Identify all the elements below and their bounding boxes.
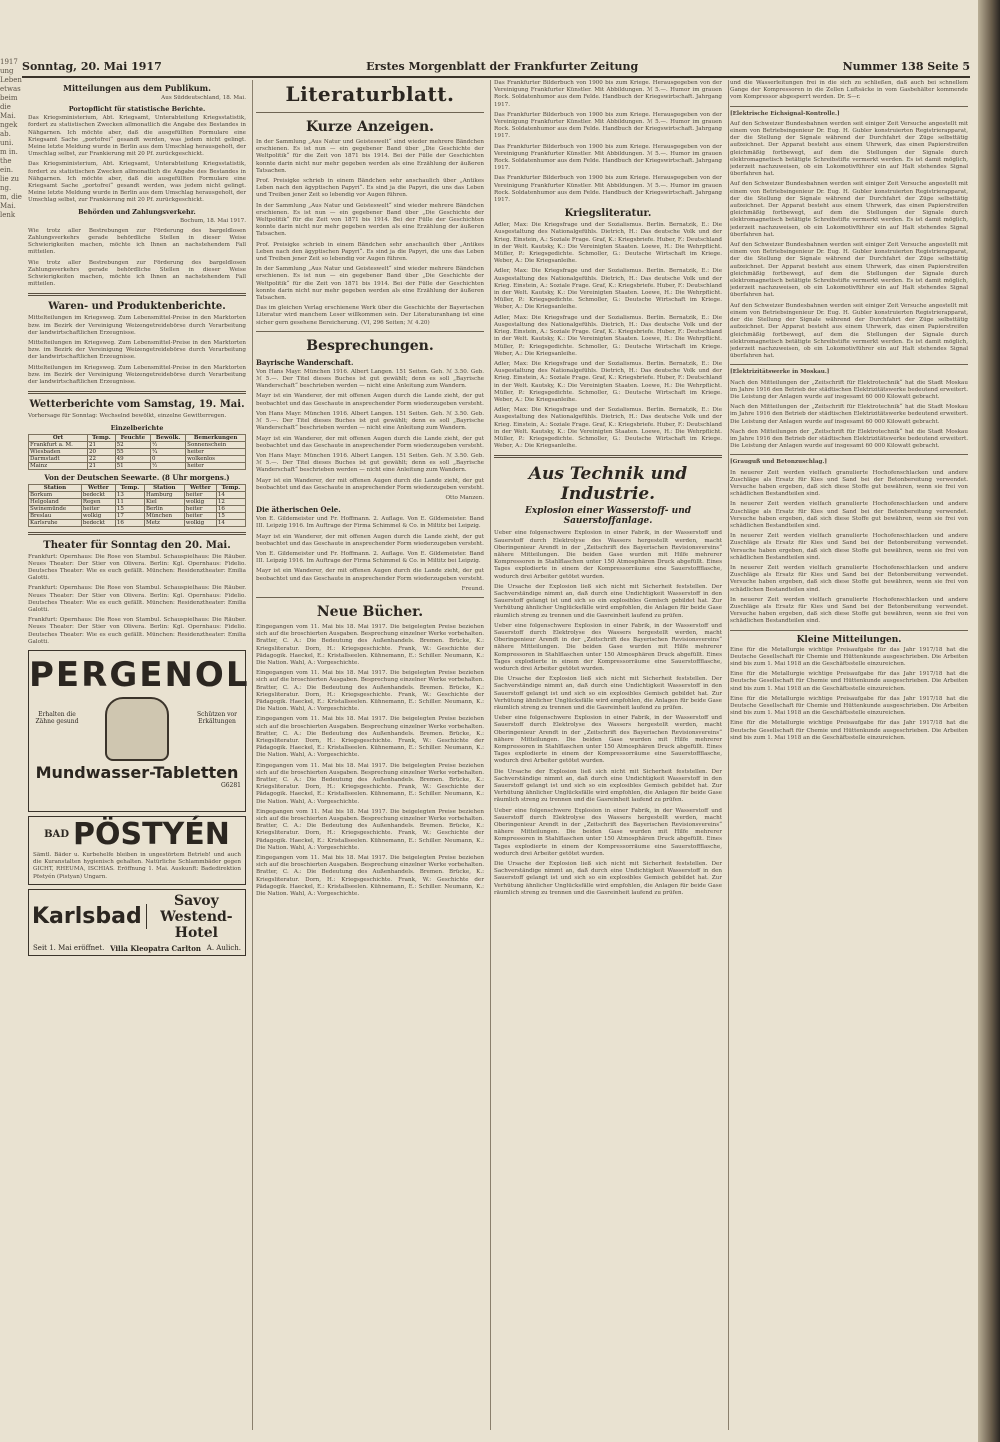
bottle-icon (105, 697, 169, 761)
divider (730, 364, 968, 365)
ad-prefix: BAD (44, 828, 69, 840)
article-body: Ueber eine folgenschwere Explosion in einer Fabrik, in der Wasserstoff und Sauerstoff durch Elektrolyse des Wassers hergestellt werden, macht Oberingenieur Arendt in der „Zeitschrift des Bayerischen Revisionsvereins“ nähere Mitteilungen. Die beiden Gase wurden mit Hilfe mehrerer Kompressoren in Stahlflaschen unter 150 Atmosphären Druck abgefüllt. Eines Tages explodierte in einem der Kompressorräume eine Sauerstoffflasche, wodurch drei Arbeiter getötet wurden. (494, 622, 722, 672)
table-row: Wiesbaden 20 55 ¼ heiter (29, 448, 246, 455)
article-title: [Elektrische Eichsignal-Kontrolle.] (730, 110, 840, 117)
book-binding-edge (978, 0, 1000, 1442)
column-3 (494, 80, 729, 1430)
section-heading-kriegsliteratur: Kriegsliteratur. (564, 208, 652, 220)
article-body: Mayr ist ein Wanderer, der mit offenen Augen durch die Lande zieht, der gut beobachtet und das Geschaute in ansprechender Form wiederzugeben versteht. (256, 533, 484, 547)
article-body: Auf den Schweizer Bundesbahnen werden seit einiger Zeit Versuche angestellt mit einem von Betriebsingenieur Dr. Eug. H. Gubler konstruierten Registrierapparat, der die Stellung der Signale während der Durchfahrt der Züge selbsttätig aufzeichnet. Der Apparat besteht aus einem Uhrwerk, das einen Papierstreifen gleichmäßig fortbewegt, auf dem die Stellungen der Signale durch elektromagnetisch betätigte Schreibstifte vermerkt werden. Es ist damit möglich, jederzeit nachzuweisen, ob ein Lokomotivführer ein auf Halt stehendes Signal überfahren hat. (730, 302, 968, 360)
article-body: Auf den Schweizer Bundesbahnen werden seit einiger Zeit Versuche angestellt mit einem von Betriebsingenieur Dr. Eug. H. Gubler konstruierten Registrierapparat, der die Stellung der Signale während der Durchfahrt der Züge selbsttätig aufzeichnet. Der Apparat besteht aus einem Uhrwerk, das einen Papierstreifen gleichmäßig fortbewegt, auf dem die Stellungen der Signale durch elektromagnetisch betätigte Schreibstifte vermerkt werden. Es ist damit möglich, jederzeit nachzuweisen, ob ein Lokomotivführer ein auf Halt stehendes Signal überfahren hat. (730, 120, 968, 178)
subheading: Portopflicht für statistische Berichte. (68, 105, 206, 114)
article-body: Wie trotz aller Bestrebungen zur Förderung des bargeldlosen Zahlungsverkehrs gerade behördliche Stellen in dieser Weise Schwierigkeiten machen, möchte ich Ihnen an nachstehendem Fall mitteilen. (28, 227, 246, 256)
ad-karlsbad (28, 889, 246, 956)
column-header: Feuchte (115, 434, 150, 441)
section-heading-technik: Aus Technik und Industrie. (528, 464, 688, 505)
book-list: Eingegangen vom 11. Mai bis 18. Mai 1917. Die beigelegten Preise beziehen sich auf die broschierten Ausgaben. Besprechung einzelner Werke vorbehalten. Bratter, C. A.: Die Bedeutung des Außenhandels. Bremen. Brücke, K.: Kriegsliteratur. Dorn, H.: Kriegsgeschichte. Frank, W.: Geschichte der Pädagogik. Haeckel, E.: Kristallseelen. Kühnemann, E.: Schiller. Neumann, K.: Die Nation. Wahl, A.: Vorgeschichte. (256, 670, 484, 713)
article-body: Mayr ist ein Wanderer, der mit offenen Augen durch die Lande zieht, der gut beobachtet und das Geschaute in ansprechender Form wiederzugeben versteht. (256, 568, 484, 582)
article-body: Eine für die Metallurgie wichtige Preisaufgabe für das Jahr 1917/18 hat die Deutsche Gesellschaft für Chemie und Hüttenkunde ausgeschrieben. Die Arbeiten sind bis zum 1. Mai 1918 an die Geschäftsstelle einzureichen. (730, 720, 968, 741)
masthead-title: Erstes Morgenblatt der Frankfurter Zeitung (366, 59, 639, 73)
masthead-date: Sonntag, 20. Mai 1917 (22, 59, 162, 73)
table-row: Borkum bedeckt 13 Hamburg heiter 14 (29, 491, 246, 498)
column-1 (28, 80, 253, 1430)
article-body: Mittelteilungen im Kriegsweg. Zum Lebensmittel-Preise in den Marktorten bzw. im Bezirk der Vereinigung Weizengetreidebörse durch Verarbeitung der landwirtschaftlichen Erzeugnisse. (28, 340, 246, 361)
book-list: Das Frankfurter Bilderbuch von 1900 bis zum Kriege. Herausgegeben von der Vereinigung Frankfurter Künstler. Mit Abbildungen. ℳ 5.—. Humor im grauen Rock. Soldatenhumor aus dem Felde. Handbuch der Kriegswirtschaft. Jahrgang 1917. (494, 80, 722, 108)
article-body: Die Ursache der Explosion ließ sich nicht mit Sicherheit feststellen. Der Sachverständige nimmt an, daß durch eine Undichtigkeit Wasserstoff in den Sauerstoff gelangt ist und sich so ein explosibles Gemisch gebildet hat. Zur Verhütung ähnlicher Unglücksfälle wird empfohlen, die Anlagen für beide Gase räumlich streng zu trennen und die Gasreinheit laufend zu prüfen. (494, 861, 722, 896)
article-body: Nach den Mitteilungen der „Zeitschrift für Elektrotechnik“ hat die Stadt Moskau im Jahre 1916 den Betrieb der städtischen Elektrizitätswerke bedeutend erweitert. Die Leistung der Anlagen wurde auf insgesamt 60 000 Kilowatt gebracht. (730, 404, 968, 425)
article-title: [Grauguß und Betonzuschlag.] (730, 459, 828, 466)
divider (28, 293, 246, 296)
table-row: Darmstadt 22 49 0 wolkenlos (29, 455, 246, 462)
subheading: Behörden und Zahlungsverkehr. (78, 207, 196, 216)
ad-note: Seit 1. Mai eröffnet. (33, 943, 105, 952)
dateline: Bochum, 18. Mai 1917. (180, 217, 246, 224)
article-body: Von Hans Mayr. München 1916. Albert Langen. 151 Seiten. Geh. ℳ 3.50. Geb. ℳ 5.—. Der Titel dieses Buches ist gut gewählt; denn es soll „Bayrische Wanderschaft“ beschrieben werden — nicht eine Anleitung zum Wandern. (256, 368, 484, 390)
ad-pergenol (28, 650, 250, 812)
ad-brand: PERGENOL (29, 654, 250, 695)
article-body: Ueber eine folgenschwere Explosion in einer Fabrik, in der Wasserstoff und Sauerstoff durch Elektrolyse des Wassers hergestellt werden, macht Oberingenieur Arendt in der „Zeitschrift des Bayerischen Revisionsvereins“ nähere Mitteilungen. Die beiden Gase wurden mit Hilfe mehrerer Kompressoren in Stahlflaschen unter 150 Atmosphären Druck abgefüllt. Eines Tages explodierte in einem der Kompressorräume eine Sauerstoffflasche, wodurch drei Arbeiter getötet wurden. (494, 530, 722, 580)
article-body: In neuerer Zeit werden vielfach granulierte Hochofenschlacken und andere Zuschläge als Ersatz für Kies und Sand bei der Betonbereitung verwendet. Versuche haben ergeben, daß sich diese Stoffe gut bewähren, wenn sie frei von schädlichen Bestandteilen sind. (730, 533, 968, 561)
masthead (22, 56, 970, 78)
article-title: Explosion einer Wasserstoff- und Sauerstoffanlage. (524, 506, 692, 527)
book-list: Eingegangen vom 11. Mai bis 18. Mai 1917. Die beigelegten Preise beziehen sich auf die broschierten Ausgaben. Besprechung einzelner Werke vorbehalten. Bratter, C. A.: Die Bedeutung des Außenhandels. Bremen. Brücke, K.: Kriegsliteratur. Dorn, H.: Kriegsgeschichte. Frank, W.: Geschichte der Pädagogik. Haeckel, E.: Kristallseelen. Kühnemann, E.: Schiller. Neumann, K.: Die Nation. Wahl, A.: Vorgeschichte. (256, 762, 484, 805)
article-body: Mittelteilungen im Kriegsweg. Zum Lebensmittel-Preise in den Marktorten bzw. im Bezirk der Vereinigung Weizengetreidebörse durch Verarbeitung der landwirtschaftlichen Erzeugnisse. (28, 315, 246, 336)
ad-brand: Karlsbad (32, 904, 147, 929)
column-2 (256, 80, 491, 1430)
article-body: Wie trotz aller Bestrebungen zur Förderung des bargeldlosen Zahlungsverkehrs gerade behördliche Stellen in dieser Weise Schwierigkeiten machen, möchte ich Ihnen an nachstehendem Fall mitteilen. (28, 259, 246, 288)
ad-code: G6281 (220, 781, 241, 789)
article-title: [Elektrizitätswerke in Moskau.] (730, 369, 830, 376)
literaturblatt-title: Literaturblatt. (285, 82, 455, 106)
divider (256, 112, 484, 113)
article-body: Von E. Gildemeister und Fr. Hoffmann. 2. Auflage. Von E. Gildemeister. Band III. Leipzig 1916. Im Auftrage der Firma Schimmel & Co. in Miltitz bei Leipzig. (256, 516, 484, 530)
table-header-row (29, 434, 246, 441)
divider (28, 391, 246, 394)
article-body: Mayr ist ein Wanderer, der mit offenen Augen durch die Lande zieht, der gut beobachtet und das Geschaute in ansprechender Form wiederzugeben versteht. (256, 393, 484, 407)
article-body: und die Wasserleitungen frei in die sich zu schließen, daß auch bei schnellem Gange der Kompressoren in die Zellen Luftsäcke in vom Gasbehälter kommende vom Kompressor abgesperrt werden. Dr. S—r. (730, 80, 968, 101)
article-body: Eine für die Metallurgie wichtige Preisaufgabe für das Jahr 1917/18 hat die Deutsche Gesellschaft für Chemie und Hüttenkunde ausgeschrieben. Die Arbeiten sind bis zum 1. Mai 1918 an die Geschäftsstelle einzureichen. (730, 671, 968, 692)
theater-listings: Frankfurt: Opernhaus: Die Rose von Stambul. Schauspielhaus: Die Räuber. Neues Theater: Der Stier von Olivera. Berlin: Kgl. Opernhaus: Fidelio. Deutsches Theater: Wie es euch gefällt. München: Residenztheater: Emilia Galotti. (28, 585, 246, 613)
table-row: Frankfurt a. M. 21 52 ½ Sonnenschein (29, 441, 246, 448)
dateline: Aus Süddeutschland, 18. Mai. (161, 95, 246, 101)
book-list: Adler, Max: Die Kriegsfrage und der Sozialismus. Berlin. Bernatzik, E.: Die Ausgestaltung des Nationalgefühls. Dietrich, H.: Das deutsche Volk und der Krieg. Einstein, A.: Soziale Frage. Graf, K.: Kriegsbriefe. Huber, F.: Deutschland in der Welt. Kautsky, K.: Die Vereinigten Staaten. Loewe, H.: Die Wehrpflicht. Müller, P.: Kriegsgedichte. Schmoller, G.: Deutsche Wirtschaft im Kriege. Weber, A.: Die Kriegsanleihe. (494, 407, 722, 450)
section-heading-neue-buecher: Neue Bücher. (316, 603, 424, 620)
column-header: Temp. (88, 434, 116, 441)
divider (28, 532, 246, 535)
section-heading-besprechungen: Besprechungen. (306, 337, 434, 354)
divider (730, 630, 968, 631)
article-body: In der Sammlung „Aus Natur und Geisteswelt“ sind wieder mehrere Bändchen erschienen. Es ist nun — ein gegebener Band über „Die Geschichte der Weltpolitik“ für die Zeit von 1871 bis 1914. Bei der Fülle der Geschichten konnte darin nicht nur mehr gegeben werden als eine Erzählung der äußeren Tatsachen. (256, 202, 484, 238)
theater-listings: Frankfurt: Opernhaus: Die Rose von Stambul. Schauspielhaus: Die Räuber. Neues Theater: Der Stier von Olivera. Berlin: Kgl. Opernhaus: Fidelio. Deutsches Theater: Wie es euch gefällt. München: Residenztheater: Emilia Galotti. (28, 553, 246, 582)
article-body: Mittelteilungen im Kriegsweg. Zum Lebensmittel-Preise in den Marktorten bzw. im Bezirk der Vereinigung Weizengetreidebörse durch Verarbeitung der landwirtschaftlichen Erzeugnisse. (28, 364, 246, 386)
article-body: Das im gleichen Verlag erschienene Werk über die Geschichte der Bayerischen Literatur wird manchem Leser willkommen sein. Der Literaturanhang ist eine sicher gern gesehene Bereicherung. (VI, 296 Seiten; ℳ 4.20) (256, 305, 484, 326)
article-body: Auf den Schweizer Bundesbahnen werden seit einiger Zeit Versuche angestellt mit einem von Betriebsingenieur Dr. Eug. H. Gubler konstruierten Registrierapparat, der die Stellung der Signale während der Durchfahrt der Züge selbsttätig aufzeichnet. Der Apparat besteht aus einem Uhrwerk, das einen Papierstreifen gleichmäßig fortbewegt, auf dem die Stellungen der Signale durch elektromagnetisch betätigte Schreibstifte vermerkt werden. Es ist damit möglich, jederzeit nachzuweisen, ob ein Lokomotivführer ein auf Halt stehendes Signal überfahren hat. (730, 242, 968, 299)
article-body: In der Sammlung „Aus Natur und Geisteswelt“ sind wieder mehrere Bändchen erschienen. Es ist nun — ein gegebener Band über „Die Geschichte der Weltpolitik“ für die Zeit von 1871 bis 1914. Bei der Fülle der Geschichten konnte darin nicht nur mehr gegeben werden als eine Erzählung der äußeren Tatsachen. (256, 266, 484, 302)
table-row: Mainz 21 51 ½ heiter (29, 462, 246, 469)
book-list: Eingegangen vom 11. Mai bis 18. Mai 1917. Die beigelegten Preise beziehen sich auf die broschierten Ausgaben. Besprechung einzelner Werke vorbehalten. Bratter, C. A.: Die Bedeutung des Außenhandels. Bremen. Brücke, K.: Kriegsliteratur. Dorn, H.: Kriegsgeschichte. Frank, W.: Geschichte der Pädagogik. Haeckel, E.: Kristallseelen. Kühnemann, E.: Schiller. Neumann, K.: Die Nation. Wahl, A.: Vorgeschichte. (256, 808, 484, 851)
column-4 (730, 80, 968, 1430)
article-body: Nach den Mitteilungen der „Zeitschrift für Elektrotechnik“ hat die Stadt Moskau im Jahre 1916 den Betrieb der städtischen Elektrizitätswerke bedeutend erweitert. Die Leistung der Anlagen wurde auf insgesamt 60 000 Kilowatt gebracht. (730, 428, 968, 450)
section-heading-theater: Theater für Sonntag den 20. Mai. (43, 539, 231, 551)
section-heading-wetter: Wetterberichte vom Samstag, 19. Mai. (29, 399, 245, 411)
column-header: Bewölk. (151, 434, 186, 441)
book-list: Das Frankfurter Bilderbuch von 1900 bis zum Kriege. Herausgegeben von der Vereinigung Frankfurter Künstler. Mit Abbildungen. ℳ 5.—. Humor im grauen Rock. Soldatenhumor aus dem Felde. Handbuch der Kriegswirtschaft. Jahrgang 1917. (494, 111, 722, 140)
article-body: Nach den Mitteilungen der „Zeitschrift für Elektrotechnik“ hat die Stadt Moskau im Jahre 1916 den Betrieb der städtischen Elektrizitätswerke bedeutend erweitert. Die Leistung der Anlagen wurde auf insgesamt 60 000 Kilowatt gebracht. (730, 379, 968, 400)
article-body: Prof. Preisigke schrieb in einem Bändchen sehr anschaulich über „Antikes Leben nach den ägyptischen Papyri“. Es sind ja die Papyri, die uns das Leben und Treiben jener Zeit so lebendig vor Augen führen. (256, 241, 484, 263)
article-body: Mayr ist ein Wanderer, der mit offenen Augen durch die Lande zieht, der gut beobachtet und das Geschaute in ansprechender Form wiederzugeben versteht. (256, 435, 484, 449)
article-body: Die Ursache der Explosion ließ sich nicht mit Sicherheit feststellen. Der Sachverständige nimmt an, daß durch eine Undichtigkeit Wasserstoff in den Sauerstoff gelangt ist und sich so ein explosibles Gemisch gebildet hat. Zur Verhütung ähnlicher Unglücksfälle wird empfohlen, die Anlagen für beide Gase räumlich streng zu trennen und die Gasreinheit laufend zu prüfen. (494, 676, 722, 712)
article-body: Von Hans Mayr. München 1916. Albert Langen. 151 Seiten. Geh. ℳ 3.50. Geb. ℳ 5.—. Der Titel dieses Buches ist gut gewählt; denn es soll „Bayrische Wanderschaft“ beschrieben werden — nicht eine Anleitung zum Wandern. (256, 410, 484, 432)
article-body: Eine für die Metallurgie wichtige Preisaufgabe für das Jahr 1917/18 hat die Deutsche Gesellschaft für Chemie und Hüttenkunde ausgeschrieben. Die Arbeiten sind bis zum 1. Mai 1918 an die Geschäftsstelle einzureichen. (730, 695, 968, 717)
theater-listings: Frankfurt: Opernhaus: Die Rose von Stambul. Schauspielhaus: Die Räuber. Neues Theater: Der Stier von Olivera. Berlin: Kgl. Opernhaus: Fidelio. Deutsches Theater: Wie es euch gefällt. München: Residenztheater: Emilia Galotti. (28, 617, 246, 645)
section-heading-kurze-anzeigen: Kurze Anzeigen. (305, 119, 435, 135)
book-list: Das Frankfurter Bilderbuch von 1900 bis zum Kriege. Herausgegeben von der Vereinigung Frankfurter Künstler. Mit Abbildungen. ℳ 5.—. Humor im grauen Rock. Soldatenhumor aus dem Felde. Handbuch der Kriegswirtschaft. Jahrgang 1917. (494, 143, 722, 172)
table-row: Breslau wolkig 17 München heiter 15 (29, 512, 246, 519)
article-body: Die Ursache der Explosion ließ sich nicht mit Sicherheit feststellen. Der Sachverständige nimmt an, daß durch eine Undichtigkeit Wasserstoff in den Sauerstoff gelangt ist und sich so ein explosibles Gemisch gebildet hat. Zur Verhütung ähnlicher Unglücksfälle wird empfohlen, die Anlagen für beide Gase räumlich streng zu trennen und die Gasreinheit laufend zu prüfen. (494, 768, 722, 804)
book-list: Adler, Max: Die Kriegsfrage und der Sozialismus. Berlin. Bernatzik, E.: Die Ausgestaltung des Nationalgefühls. Dietrich, H.: Das deutsche Volk und der Krieg. Einstein, A.: Soziale Frage. Graf, K.: Kriegsbriefe. Huber, F.: Deutschland in der Welt. Kautsky, K.: Die Vereinigten Staaten. Loewe, H.: Die Wehrpflicht. Müller, P.: Kriegsgedichte. Schmoller, G.: Deutsche Wirtschaft im Kriege. Weber, A.: Die Kriegsanleihe. (494, 314, 722, 357)
ad-side-text-left: Erhalten die Zähne gesund (35, 710, 79, 725)
table-title: Von der Deutschen Seewarte. (8 Uhr morgens.) (44, 472, 230, 482)
article-body: Das Kriegsministerium, Abt. Kriegsamt, Unterabteilung Kriegsstatistik, fordert zu statistischen Zwecken allmonatlich die Angabe des Bestandes in Nähgarnen. Ich möchte aber, daß die ausgefüllten Formulare eine Kriegsamt Sache „portofrei“ gesandt werden, was jedem nicht gelingt. Meine letzte Meldung wurde in Berlin aus dem Umschlag herausgeholt, der Umschlag selbst, zur Frankierung mit 20 Pf. zurückgeschickt. (28, 161, 246, 204)
table-row: Swinemünde heiter 15 Berlin heiter 16 (29, 505, 246, 512)
table-title: Einzelberichte (110, 423, 164, 432)
ad-body: Sämtl. Bäder u. Kurbehelfe bleiben in ungestörtem Betrieb! und auch die Kuranstalten hygienisch gehalten. Natürliche Schlammbäder gegen GICHT, RHEUMA, ISCHIAS. Eröffnung 1. Mai. Auskunft: Badedirektion Pöstyén (Pistyan) Ungarn. (33, 851, 241, 880)
weather-table (28, 434, 246, 470)
ad-postyen (28, 816, 246, 885)
article-body: In neuerer Zeit werden vielfach granulierte Hochofenschlacken und andere Zuschläge als Ersatz für Kies und Sand bei der Betonbereitung verwendet. Versuche haben ergeben, daß sich diese Stoffe gut bewähren, wenn sie frei von schädlichen Bestandteilen sind. (730, 564, 968, 593)
review-title: Bayrische Wanderschaft. (256, 357, 354, 367)
section-heading-waren: Waren- und Produktenberichte. (48, 301, 226, 313)
ad-tagline: Mundwasser-Tabletten (35, 762, 239, 782)
seewarte-table (28, 484, 246, 527)
article-body: Ueber eine folgenschwere Explosion in einer Fabrik, in der Wasserstoff und Sauerstoff durch Elektrolyse des Wassers hergestellt werden, macht Oberingenieur Arendt in der „Zeitschrift des Bayerischen Revisionsvereins“ nähere Mitteilungen. Die beiden Gase wurden mit Hilfe mehrerer Kompressoren in Stahlflaschen unter 150 Atmosphären Druck abgefüllt. Eines Tages explodierte in einem der Kompressorräume eine Sauerstoffflasche, wodurch drei Arbeiter getötet wurden. (494, 715, 722, 765)
table-row: Helgoland Regen 11 Kiel wolkig 12 (29, 498, 246, 505)
article-body: Ueber eine folgenschwere Explosion in einer Fabrik, in der Wasserstoff und Sauerstoff durch Elektrolyse des Wassers hergestellt werden, macht Oberingenieur Arendt in der „Zeitschrift des Bayerischen Revisionsvereins“ nähere Mitteilungen. Die beiden Gase wurden mit Hilfe mehrerer Kompressoren in Stahlflaschen unter 150 Atmosphären Druck abgefüllt. Eines Tages explodierte in einem der Kompressorräume eine Sauerstoffflasche, wodurch drei Arbeiter getötet wurden. (494, 807, 722, 857)
table-header-row: Station Wetter Temp. Station Wetter Temp. (29, 484, 246, 491)
ad-hotel: Savoy Westend-Hotel (160, 892, 233, 941)
ad-sub: Villa Kleopatra Carlton (110, 943, 201, 953)
article-body: Von E. Gildemeister und Fr. Hoffmann. 2. Auflage. Von E. Gildemeister. Band III. Leipzig 1916. Im Auftrage der Firma Schimmel & Co. in Miltitz bei Leipzig. (256, 550, 484, 565)
divider (494, 455, 722, 458)
article-body: In der Sammlung „Aus Natur und Geisteswelt“ sind wieder mehrere Bändchen erschienen. Es ist nun — ein gegebener Band über „Die Geschichte der Weltpolitik“ für die Zeit von 1871 bis 1914. Bei der Fülle der Geschichten konnte darin nicht nur mehr gegeben werden als eine Erzählung der äußeren Tatsachen. (256, 139, 484, 174)
divider (730, 106, 968, 107)
book-list: Das Frankfurter Bilderbuch von 1900 bis zum Kriege. Herausgegeben von der Vereinigung Frankfurter Künstler. Mit Abbildungen. ℳ 5.—. Humor im grauen Rock. Soldatenhumor aus dem Felde. Handbuch der Kriegswirtschaft. Jahrgang 1917. (494, 175, 722, 204)
ad-owner: A. Aulich. (206, 943, 241, 952)
masthead-page: Nummer 138 Seite 5 (842, 59, 970, 73)
divider (730, 454, 968, 455)
divider (256, 331, 484, 332)
column-header: Ort (29, 434, 88, 441)
book-list: Adler, Max: Die Kriegsfrage und der Sozialismus. Berlin. Bernatzik, E.: Die Ausgestaltung des Nationalgefühls. Dietrich, H.: Das deutsche Volk und der Krieg. Einstein, A.: Soziale Frage. Graf, K.: Kriegsbriefe. Huber, F.: Deutschland in der Welt. Kautsky, K.: Die Vereinigten Staaten. Loewe, H.: Die Wehrpflicht. Müller, P.: Kriegsgedichte. Schmoller, G.: Deutsche Wirtschaft im Kriege. Weber, A.: Die Kriegsanleihe. (494, 268, 722, 311)
book-list: Eingegangen vom 11. Mai bis 18. Mai 1917. Die beigelegten Preise beziehen sich auf die broschierten Ausgaben. Besprechung einzelner Werke vorbehalten. Bratter, C. A.: Die Bedeutung des Außenhandels. Bremen. Brücke, K.: Kriegsliteratur. Dorn, H.: Kriegsgeschichte. Frank, W.: Geschichte der Pädagogik. Haeckel, E.: Kristallseelen. Kühnemann, E.: Schiller. Neumann, K.: Die Nation. Wahl, A.: Vorgeschichte. (256, 623, 484, 666)
article-body: Die Ursache der Explosion ließ sich nicht mit Sicherheit feststellen. Der Sachverständige nimmt an, daß durch eine Undichtigkeit Wasserstoff in den Sauerstoff gelangt ist und sich so ein explosibles Gemisch gebildet hat. Zur Verhütung ähnlicher Unglücksfälle wird empfohlen, die Anlagen für beide Gase räumlich streng zu trennen und die Gasreinheit laufend zu prüfen. (494, 583, 722, 619)
author-signature: Otto Manzen. (445, 494, 484, 501)
article-body: In neuerer Zeit werden vielfach granulierte Hochofenschlacken und andere Zuschläge als Ersatz für Kies und Sand bei der Betonbereitung verwendet. Versuche haben ergeben, daß sich diese Stoffe gut bewähren, wenn sie frei von schädlichen Bestandteilen sind. (730, 596, 968, 625)
article-body: Mayr ist ein Wanderer, der mit offenen Augen durch die Lande zieht, der gut beobachtet und das Geschaute in ansprechender Form wiederzugeben versteht. (256, 477, 484, 491)
article-body: In neuerer Zeit werden vielfach granulierte Hochofenschlacken und andere Zuschläge als Ersatz für Kies und Sand bei der Betonbereitung verwendet. Versuche haben ergeben, daß sich diese Stoffe gut bewähren, wenn sie frei von schädlichen Bestandteilen sind. (730, 501, 968, 529)
table-row: Karlsruhe bedeckt 16 Metz wolkig 14 (29, 519, 246, 526)
review-title: Die ätherischen Oele. (256, 505, 341, 515)
article-body: Eine für die Metallurgie wichtige Preisaufgabe für das Jahr 1917/18 hat die Deutsche Gesellschaft für Chemie und Hüttenkunde ausgeschrieben. Die Arbeiten sind bis zum 1. Mai 1918 an die Geschäftsstelle einzureichen. (730, 646, 968, 668)
book-list: Eingegangen vom 11. Mai bis 18. Mai 1917. Die beigelegten Preise beziehen sich auf die broschierten Ausgaben. Besprechung einzelner Werke vorbehalten. Bratter, C. A.: Die Bedeutung des Außenhandels. Bremen. Brücke, K.: Kriegsliteratur. Dorn, H.: Kriegsgeschichte. Frank, W.: Geschichte der Pädagogik. Haeckel, E.: Kristallseelen. Kühnemann, E.: Schiller. Neumann, K.: Die Nation. Wahl, A.: Vorgeschichte. (256, 855, 484, 898)
article-body: Das Kriegsministerium, Abt. Kriegsamt, Unterabteilung Kriegsstatistik, fordert zu statistischen Zwecken allmonatlich die Angabe des Bestandes in Nähgarnen. Ich möchte aber, daß die ausgefüllten Formulare eine Kriegsamt Sache „portofrei“ gesandt werden, was jedem nicht gelingt. Meine letzte Meldung wurde in Berlin aus dem Umschlag herausgeholt, der Umschlag selbst, zur Frankierung mit 20 Pf. zurückgeschickt. (28, 115, 246, 158)
article-body: Prof. Preisigke schrieb in einem Bändchen sehr anschaulich über „Antikes Leben nach den ägyptischen Papyri“. Es sind ja die Papyri, die uns das Leben und Treiben jener Zeit so lebendig vor Augen führen. (256, 178, 484, 199)
book-list: Adler, Max: Die Kriegsfrage und der Sozialismus. Berlin. Bernatzik, E.: Die Ausgestaltung des Nationalgefühls. Dietrich, H.: Das deutsche Volk und der Krieg. Einstein, A.: Soziale Frage. Graf, K.: Kriegsbriefe. Huber, F.: Deutschland in der Welt. Kautsky, K.: Die Vereinigten Staaten. Loewe, H.: Die Wehrpflicht. Müller, P.: Kriegsgedichte. Schmoller, G.: Deutsche Wirtschaft im Kriege. Weber, A.: Die Kriegsanleihe. (494, 222, 722, 265)
heading-publikum: Mitteilungen aus dem Publikum. (63, 83, 211, 93)
adjacent-page-strip: 1917 ung Leben etwas beim die Mai. ngek ab. uni. m in. the ein. lie zu ng. m, die Mai. lenk (0, 58, 22, 219)
divider (256, 597, 484, 598)
author-signature: Freund. (461, 585, 484, 592)
column-header: Bemerkungen (186, 434, 246, 441)
forecast: Vorhersage für Sonntag: Wechselnd bewölkt, einzelne Gewitterregen. (28, 413, 227, 420)
ad-side-text-right: Schützen vor Erkältungen (197, 710, 237, 725)
book-list: Adler, Max: Die Kriegsfrage und der Sozialismus. Berlin. Bernatzik, E.: Die Ausgestaltung des Nationalgefühls. Dietrich, H.: Das deutsche Volk und der Krieg. Einstein, A.: Soziale Frage. Graf, K.: Kriegsbriefe. Huber, F.: Deutschland in der Welt. Kautsky, K.: Die Vereinigten Staaten. Loewe, H.: Die Wehrpflicht. Müller, P.: Kriegsgedichte. Schmoller, G.: Deutsche Wirtschaft im Kriege. Weber, A.: Die Kriegsanleihe. (494, 360, 722, 403)
book-list: Eingegangen vom 11. Mai bis 18. Mai 1917. Die beigelegten Preise beziehen sich auf die broschierten Ausgaben. Besprechung einzelner Werke vorbehalten. Bratter, C. A.: Die Bedeutung des Außenhandels. Bremen. Brücke, K.: Kriegsliteratur. Dorn, H.: Kriegsgeschichte. Frank, W.: Geschichte der Pädagogik. Haeckel, E.: Kristallseelen. Kühnemann, E.: Schiller. Neumann, K.: Die Nation. Wahl, A.: Vorgeschichte. (256, 716, 484, 759)
article-body: In neuerer Zeit werden vielfach granulierte Hochofenschlacken und andere Zuschläge als Ersatz für Kies und Sand bei der Betonbereitung verwendet. Versuche haben ergeben, daß sich diese Stoffe gut bewähren, wenn sie frei von schädlichen Bestandteilen sind. (730, 469, 968, 498)
section-heading-kleine-mitteilungen: Kleine Mitteilungen. (796, 634, 902, 645)
ad-brand: PÖSTYÉN (73, 816, 230, 852)
article-body: Von Hans Mayr. München 1916. Albert Langen. 151 Seiten. Geh. ℳ 3.50. Geb. ℳ 5.—. Der Titel dieses Buches ist gut gewählt; denn es soll „Bayrische Wanderschaft“ beschrieben werden — nicht eine Anleitung zum Wandern. (256, 452, 484, 474)
article-body: Auf den Schweizer Bundesbahnen werden seit einiger Zeit Versuche angestellt mit einem von Betriebsingenieur Dr. Eug. H. Gubler konstruierten Registrierapparat, der die Stellung der Signale während der Durchfahrt der Züge selbsttätig aufzeichnet. Der Apparat besteht aus einem Uhrwerk, das einen Papierstreifen gleichmäßig fortbewegt, auf dem die Stellungen der Signale durch elektromagnetisch betätigte Schreibstifte vermerkt werden. Es ist damit möglich, jederzeit nachzuweisen, ob ein Lokomotivführer ein auf Halt stehendes Signal überfahren hat. (730, 181, 968, 238)
